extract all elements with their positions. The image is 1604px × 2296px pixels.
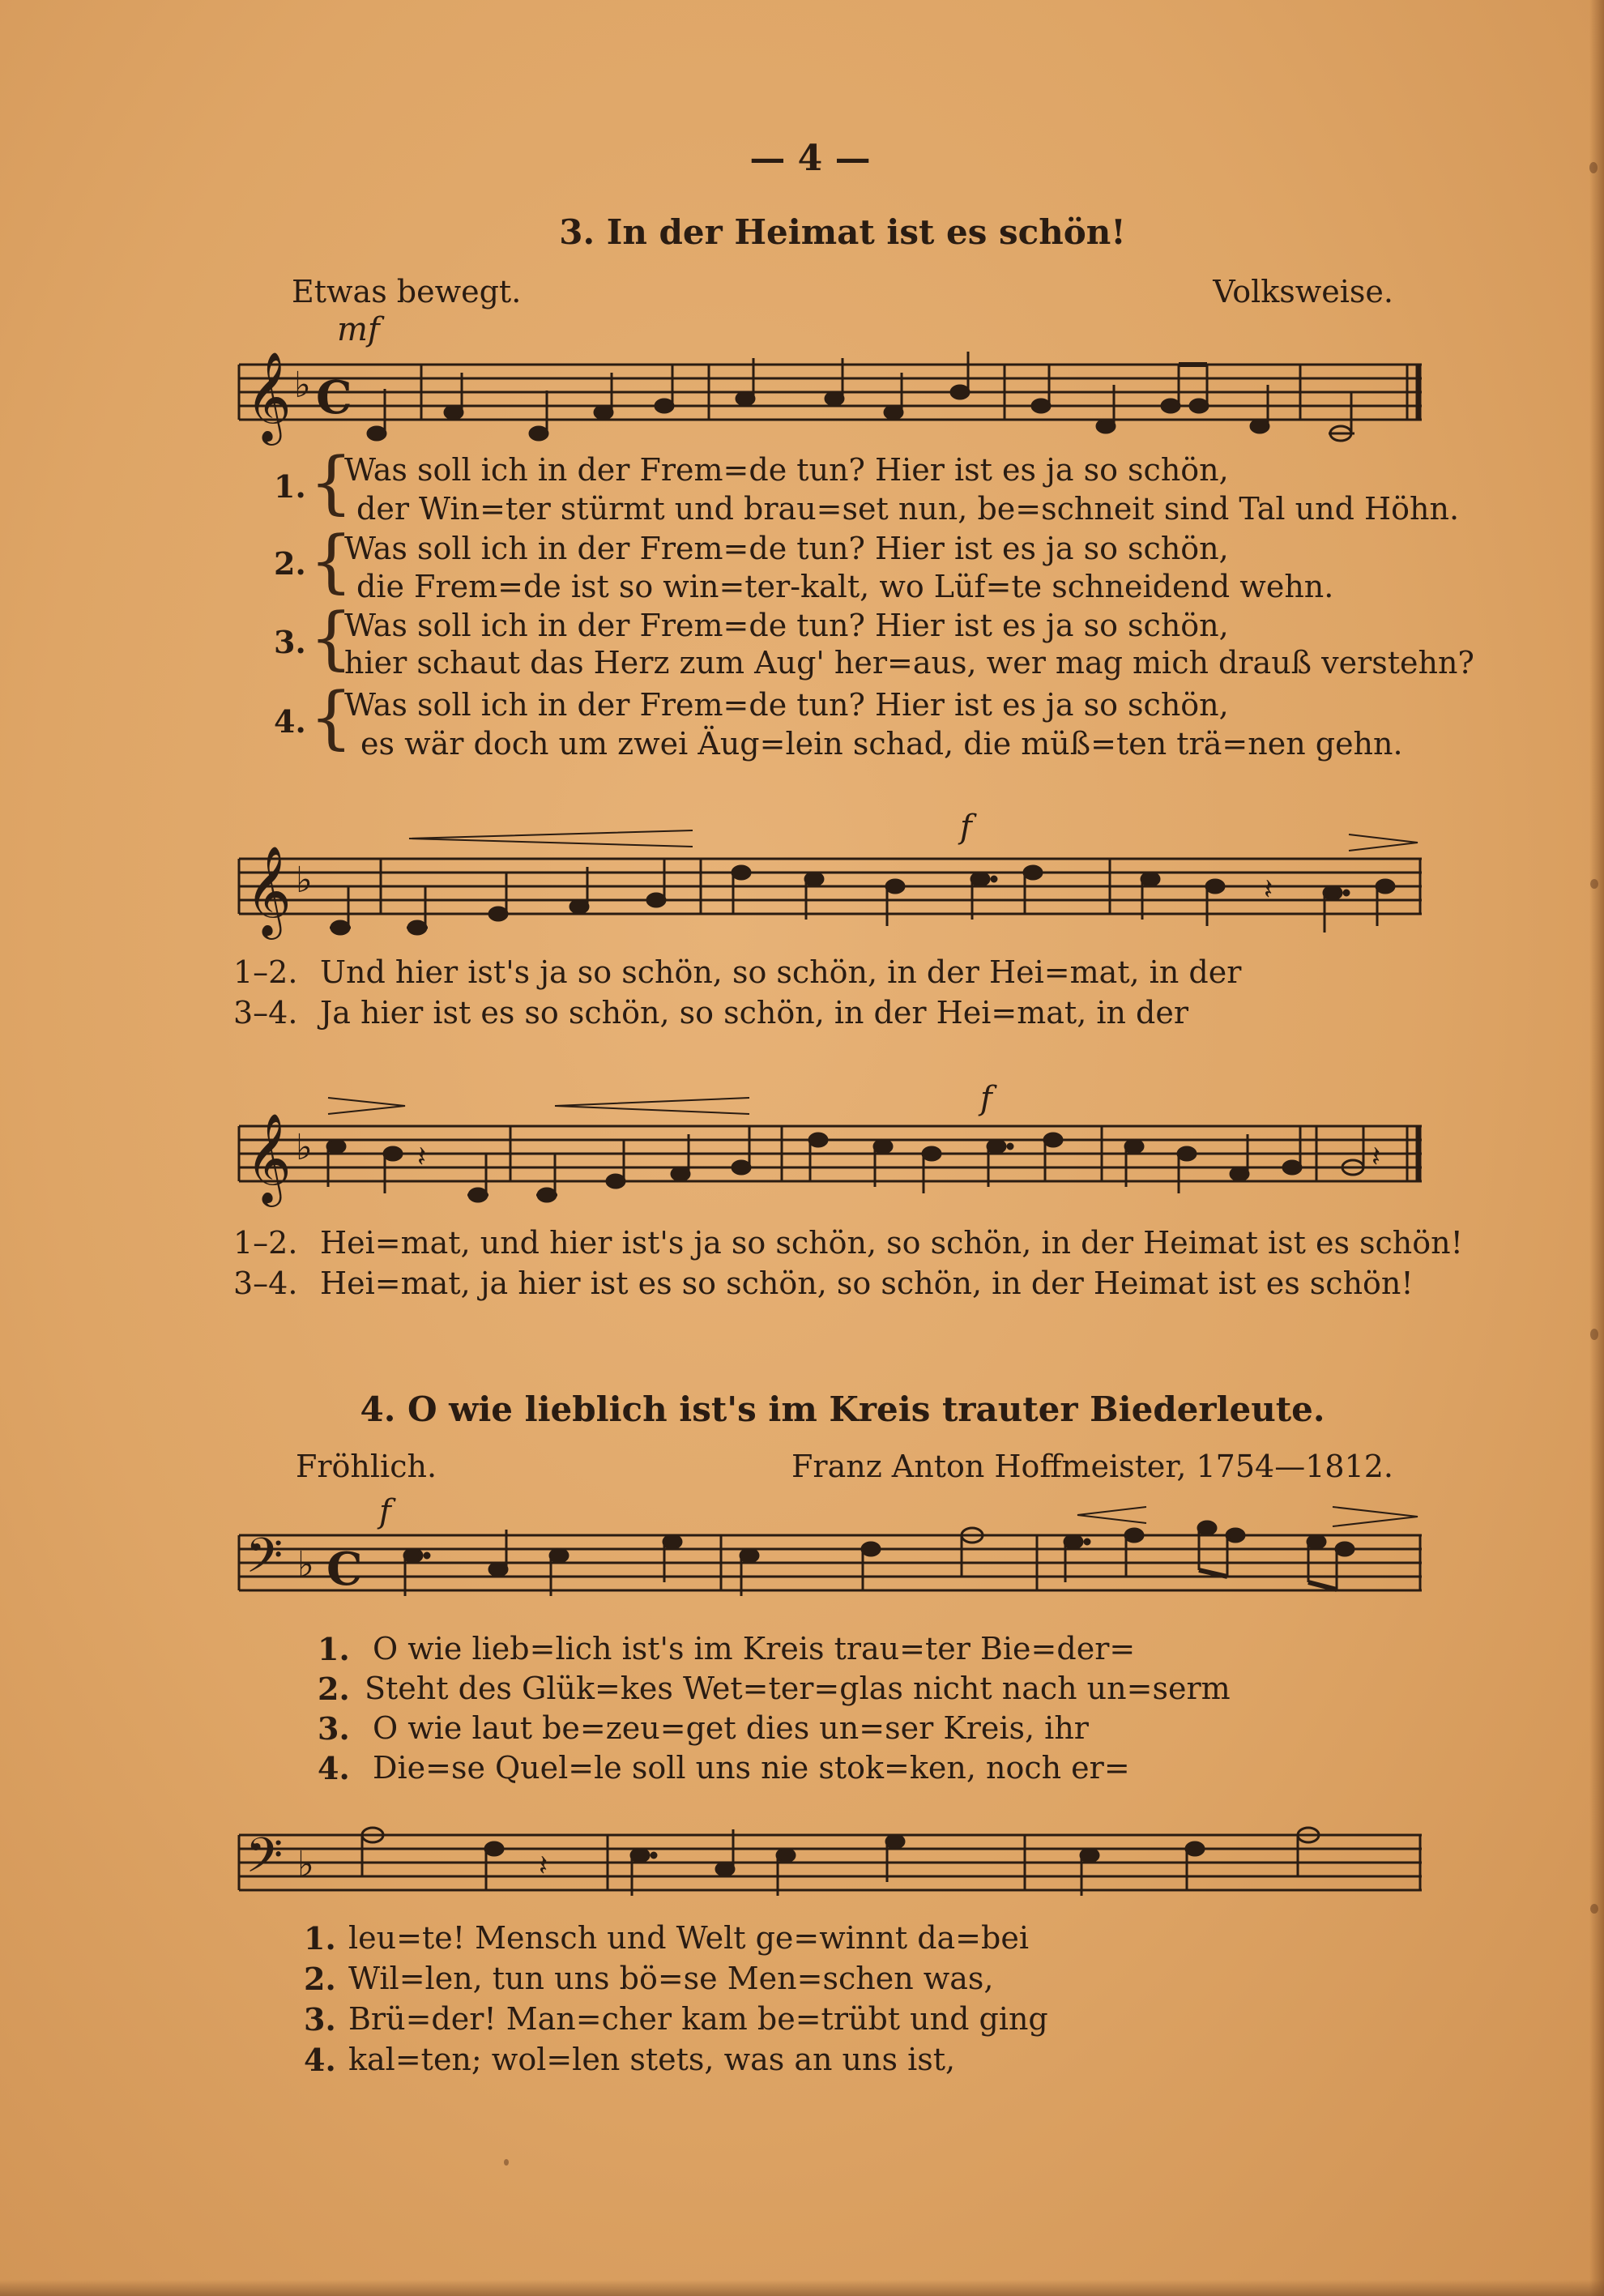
song3-dynamic-mf: mf xyxy=(337,311,380,348)
song4-dynamic-f: f xyxy=(379,1493,391,1530)
refrain-label: 3–4. xyxy=(233,995,298,1031)
svg-text:♭: ♭ xyxy=(297,1844,314,1885)
page-edge-right xyxy=(1589,0,1604,2296)
song4-title: 4. O wie lieblich ist's im Kreis trauter Biederleute. xyxy=(360,1389,1325,1429)
song3-tempo: Etwas bewegt. xyxy=(292,274,522,309)
svg-text:𝄢: 𝄢 xyxy=(245,1827,284,1895)
verse-line: Steht des Glük=kes Wet=ter=glas nicht nach un=serm xyxy=(365,1671,1231,1706)
song4-staff-2 xyxy=(231,1799,1430,1920)
verse-number: 3. xyxy=(304,2001,336,2038)
verse-number: 2. xyxy=(304,1961,336,1997)
song3-dynamic-f: f xyxy=(960,809,972,846)
svg-text:𝄞: 𝄞 xyxy=(245,845,292,936)
song3-staff-1 xyxy=(231,340,1430,454)
verse-line: leu=te! Mensch und Welt ge=winnt da=bei xyxy=(348,1920,1029,1956)
verse-number: 4. xyxy=(274,703,306,740)
svg-text:𝄞: 𝄞 xyxy=(245,1112,292,1203)
brace: { xyxy=(309,677,353,757)
song3-dynamic-f-2: f xyxy=(980,1080,992,1117)
verse-line: Brü=der! Man=cher kam be=trübt und ging xyxy=(348,2001,1048,2037)
verse-number: 1. xyxy=(318,1631,350,1667)
verse-line: kal=ten; wol=len stets, was an uns ist, xyxy=(348,2042,956,2077)
svg-text:C: C xyxy=(316,371,352,425)
svg-text:𝄢: 𝄢 xyxy=(245,1527,284,1595)
page-edge-bottom xyxy=(0,2280,1604,2296)
song3-staff-3 xyxy=(231,1090,1430,1211)
svg-text:♭: ♭ xyxy=(296,1127,313,1168)
svg-text:𝄽: 𝄽 xyxy=(539,1850,548,1883)
svg-text:♭: ♭ xyxy=(297,1544,314,1585)
verse-line: Wil=len, tun uns bö=se Men=schen was, xyxy=(348,1961,994,1996)
verse-line: die Frem=de ist so win=ter-kalt, wo Lüf=te schneidend wehn. xyxy=(356,569,1334,604)
verse-line: Was soll ich in der Frem=de tun? Hier ist es ja so schön, xyxy=(344,608,1229,643)
verse-line: Was soll ich in der Frem=de tun? Hier ist es ja so schön, xyxy=(344,531,1229,566)
verse-line: O wie laut be=zeu=get dies un=ser Kreis, ihr xyxy=(373,1710,1089,1746)
brace: { xyxy=(309,442,353,522)
verse-number: 4. xyxy=(318,1750,350,1786)
verse-line: Was soll ich in der Frem=de tun? Hier ist es ja so schön, xyxy=(344,452,1229,488)
svg-text:𝄞: 𝄞 xyxy=(245,351,292,442)
refrain-line: Und hier ist's ja so schön, so schön, in der Hei=mat, in der xyxy=(320,954,1242,990)
verse-line: es wär doch um zwei Äug=lein schad, die müß=ten trä=nen gehn. xyxy=(360,726,1403,762)
paper-spot xyxy=(504,2159,509,2166)
refrain-label: 3–4. xyxy=(233,1265,298,1301)
verse-line: O wie lieb=lich ist's im Kreis trau=ter Bie=der= xyxy=(373,1631,1136,1667)
svg-text:𝄽: 𝄽 xyxy=(1264,873,1273,907)
refrain-line: Ja hier ist es so schön, so schön, in der Hei=mat, in der xyxy=(320,995,1189,1031)
verse-number: 4. xyxy=(304,2042,336,2078)
verse-number: 2. xyxy=(318,1671,350,1707)
verse-number: 2. xyxy=(274,545,306,582)
svg-text:♭: ♭ xyxy=(294,365,311,406)
brace: { xyxy=(309,521,353,600)
song4-composer: Franz Anton Hoffmeister, 1754—1812. xyxy=(791,1449,1393,1484)
svg-text:♭: ♭ xyxy=(296,860,313,901)
song3-title: 3. In der Heimat ist es schön! xyxy=(559,212,1126,252)
verse-number: 1. xyxy=(304,1920,336,1957)
verse-number: 3. xyxy=(318,1710,350,1747)
svg-text:𝄽: 𝄽 xyxy=(1372,1141,1381,1174)
song4-tempo: Fröhlich. xyxy=(296,1449,437,1484)
verse-number: 1. xyxy=(274,468,306,505)
brace: { xyxy=(309,598,353,677)
verse-line: Was soll ich in der Frem=de tun? Hier ist es ja so schön, xyxy=(344,687,1229,723)
refrain-label: 1–2. xyxy=(233,1225,298,1261)
song3-composer: Volksweise. xyxy=(1213,274,1393,309)
verse-number: 3. xyxy=(274,624,306,660)
verse-line: hier schaut das Herz zum Aug' her=aus, wer mag mich drauß verstehn? xyxy=(344,645,1474,681)
song3-staff-2 xyxy=(231,822,1430,944)
refrain-line: Hei=mat, und hier ist's ja so schön, so schön, in der Heimat ist es schön! xyxy=(320,1225,1463,1261)
refrain-label: 1–2. xyxy=(233,954,298,990)
svg-text:𝄽: 𝄽 xyxy=(417,1141,427,1174)
verse-line: der Win=ter stürmt und brau=set nun, be=schneit sind Tal und Höhn. xyxy=(356,491,1460,527)
verse-line: Die=se Quel=le soll uns nie stok=ken, noch er= xyxy=(373,1750,1130,1786)
page-number: — 4 — xyxy=(749,138,871,179)
refrain-line: Hei=mat, ja hier ist es so schön, so schön, in der Heimat ist es schön! xyxy=(320,1265,1414,1301)
svg-text:C: C xyxy=(326,1543,363,1596)
song4-staff-1 xyxy=(231,1499,1430,1620)
